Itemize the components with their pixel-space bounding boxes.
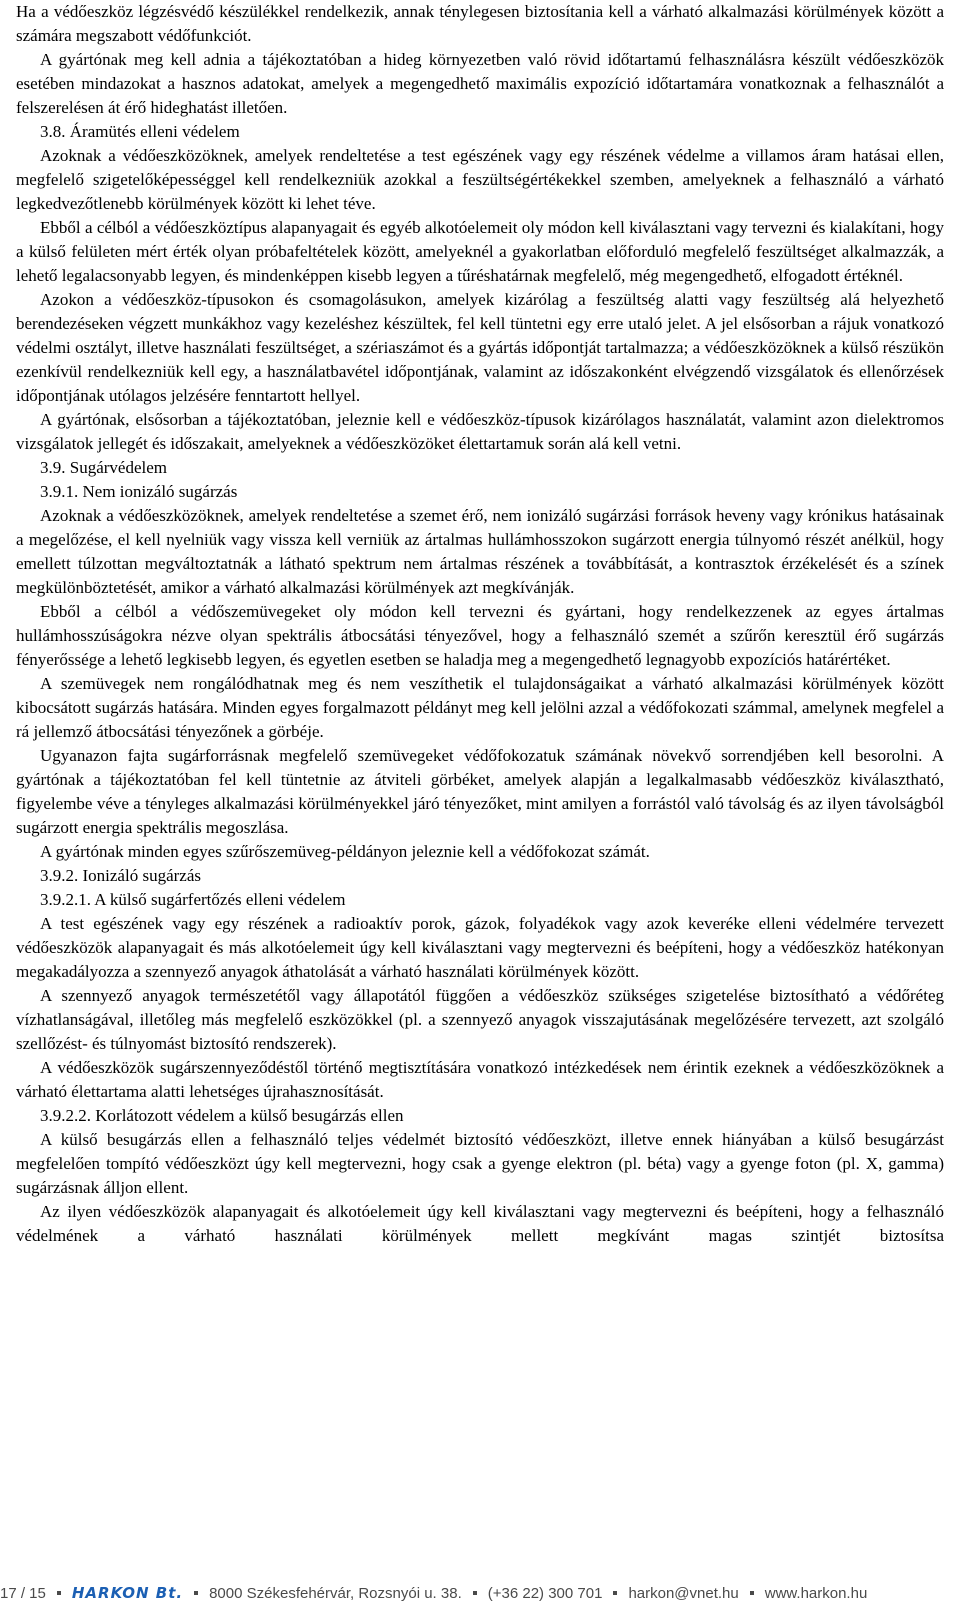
paragraph: Azoknak a védőeszközöknek, amelyek rendeltetése a szemet érő, nem ionizáló sugárzási források heveny vagy krónikus hatásainak a megelőzése, el kell nyelniük vagy vissza kell verniük az ártalmas hullámhosszokon sugárzott energia túlnyomó részét anélkül, hogy emellett túlzottan megváltoztatnák a látható spektrum nem ártalmas részének a továbbítását, a kontrasztok érzékelését és a színek megkülönböztetését, amikor a várható alkalmazási körülmények azt megkívánják. bbox=[16, 506, 944, 597]
separator-square-icon bbox=[750, 1591, 754, 1595]
company-address: 8000 Székesfehérvár, Rozsnyói u. 38. bbox=[209, 1584, 462, 1602]
paragraph: A gyártónak meg kell adnia a tájékoztatóban a hideg környezetben való rövid időtartamú felhasználásra készült védőeszközök esetében mindazokat a hasznos adatokat, amelyek a megengedhető maximális expozíció időtartamára vonatkoznak a felhasználót a felszerelésen át érő hideghatást illetően. bbox=[16, 50, 944, 117]
separator-square-icon bbox=[473, 1591, 477, 1595]
section-heading: 3.9.2. Ionizáló sugárzás bbox=[40, 866, 201, 885]
paragraph: Ebből a célból a védőeszköztípus alapanyagait és egyéb alkotóelemeit oly módon kell kiválasztani vagy tervezni és kialakítani, hogy a külső felületen mért érték olyan próbafeltételek között, amelyeknél a gyakorlatban előforduló megfelelő feszültséget alkalmazzák, a lehető legalacsonyabb legyen, és mindenképpen kisebb legyen a tűréshatárnak megfelelő, még megengedhető, elfogadott értéknél. bbox=[16, 218, 944, 285]
paragraph: Az ilyen védőeszközök alapanyagait és alkotóelemeit úgy kell kiválasztani vagy megtervezni és beépíteni, hogy a felhasználó védelmének a várható használati körülmények mellett megkívánt magas szintjét biztosítsa bbox=[16, 1202, 944, 1245]
paragraph: A gyártónak, elsősorban a tájékoztatóban, jeleznie kell e védőeszköz-típusok kizárólagos használatát, valamint azon dielektromos vizsgálatok jellegét és időszakait, amelyeknek a védőeszközöket élettartamuk során alá kell vetni. bbox=[16, 410, 944, 453]
section-heading: 3.8. Áramütés elleni védelem bbox=[40, 122, 240, 141]
paragraph: Azoknak a védőeszközöknek, amelyek rendeltetése a test egészének vagy egy részének védelme a villamos áram hatásai ellen, megfelelő szigetelőképességgel kell rendelkezniük azokkal a feszültségértékekkel szemben, amelyeknek a felhasználó a várható legkedvezőtlenebb körülmények között ki lehet téve. bbox=[16, 146, 944, 213]
page-number: 17 / 15 bbox=[0, 1584, 46, 1602]
page-footer bbox=[0, 1582, 960, 1604]
paragraph: Ugyanazon fajta sugárforrásnak megfelelő szemüvegeket védőfokozatuk számának növekvő sorrendjében kell besorolni. A gyártónak a tájékoztatóban fel kell tüntetnie az átviteli görbéket, amelyek alapján a legalkalmasabb védőeszköz kiválasztható, figyelembe véve a tényleges alkalmazási körülményekkel járó tényezőket, mint amilyen a forrástól való távolság és az ilyen távolságból sugárzott energia spektrális megoszlása. bbox=[16, 746, 944, 837]
paragraph: A test egészének vagy egy részének a radioaktív porok, gázok, folyadékok vagy azok keveréke elleni védelmére tervezett védőeszközök alapanyagait és más alkotóelemeit úgy kell kiválasztani vagy megtervezni és beépíteni, hogy a védőeszköz hatékonyan megakadályozza a szennyező anyagok áthatolását a várható használati körülmények között. bbox=[16, 914, 944, 981]
separator-square-icon bbox=[57, 1591, 61, 1595]
company-website[interactable]: www.harkon.hu bbox=[764, 1584, 868, 1602]
paragraph: A külső besugárzás ellen a felhasználó teljes védelmét biztosító védőeszközt, illetve ennek hiányában a külső besugárzást megfelelően tompító védőeszközt úgy kell megtervezni, hogy csak a gyenge elektron (pl. béta) vagy a gyenge foton (pl. X, gamma) sugárzásnak álljon ellent. bbox=[16, 1130, 944, 1197]
separator-square-icon bbox=[613, 1591, 617, 1595]
section-heading: 3.9.2.2. Korlátozott védelem a külső besugárzás ellen bbox=[40, 1106, 404, 1125]
paragraph: A védőeszközök sugárszennyeződéstől történő megtisztítására vonatkozó intézkedések nem érintik ezeknek a védőeszközöknek a várható élettartama alatti lehetséges újrahasznosítását. bbox=[16, 1058, 944, 1101]
paragraph: Ebből a célból a védőszemüvegeket oly módon kell tervezni és gyártani, hogy rendelkezzenek az egyes ártalmas hullámhosszúságokra nézve olyan spektrális átbocsátási tényezővel, hogy a felhasználó szemét a szűrőn keresztül érő sugárzás fényerőssége a lehető legkisebb legyen, és egyetlen esetben se haladja meg a megengedhető legnagyobb expozíciós határértéket. bbox=[16, 602, 944, 669]
section-heading: 3.9. Sugárvédelem bbox=[40, 458, 167, 477]
company-email[interactable]: harkon@vnet.hu bbox=[628, 1584, 739, 1602]
paragraph: Azokon a védőeszköz-típusokon és csomagolásukon, amelyek kizárólag a feszültség alatti vagy feszültség alá helyezhető berendezéseken végzett munkákhoz vagy kezeléshez készültek, fel kell tüntetni egy erre utaló jelet. A jel elsősorban a rájuk vonatkozó védelmi osztályt, illetve használati feszültséget, a szériaszámot és a gyártás időpontját tartalmazza; a védőeszközöknek a külső részükön ezenkívül rendelkezniük kell egy, a használatbavétel időpontjának, valamint az időszakonként elvégzendő vizsgálatok és ellenőrzések időpontjának utólagos jelzésére fenntartott hellyel. bbox=[16, 290, 944, 405]
separator-square-icon bbox=[194, 1591, 198, 1595]
paragraph: A gyártónak minden egyes szűrőszemüveg-példányon jeleznie kell a védőfokozat számát. bbox=[40, 842, 650, 861]
section-heading: 3.9.1. Nem ionizáló sugárzás bbox=[40, 482, 238, 501]
paragraph: A szemüvegek nem rongálódhatnak meg és nem veszíthetik el tulajdonságaikat a várható alkalmazási körülmények között kibocsátott sugárzás hatására. Minden egyes forgalmazott példányt meg kell jelölni azzal a védőfokozati számmal, amelynek megfelel a rá jellemző átbocsátási tényezőnek a görbéje. bbox=[16, 674, 944, 741]
company-logo: HARKON Bt. bbox=[71, 1584, 184, 1602]
section-heading: 3.9.2.1. A külső sugárfertőzés elleni védelem bbox=[40, 890, 346, 909]
document-body bbox=[16, 0, 944, 1248]
company-phone: (+36 22) 300 701 bbox=[487, 1584, 603, 1602]
paragraph: Ha a védőeszköz légzésvédő készülékkel rendelkezik, annak ténylegesen biztosítania kell a várható alkalmazási körülmények között a számára megszabott védőfunkciót. bbox=[16, 2, 944, 45]
paragraph: A szennyező anyagok természetétől vagy állapotától függően a védőeszköz szükséges szigetelése biztosítható a védőréteg vízhatlanságával, illetőleg más megfelelő eszközökkel (pl. a szennyező anyagok visszajutásának megelőzésére tervezett, azt szolgáló szellőzést- és túlnyomást biztosító rendszerek). bbox=[16, 986, 944, 1053]
